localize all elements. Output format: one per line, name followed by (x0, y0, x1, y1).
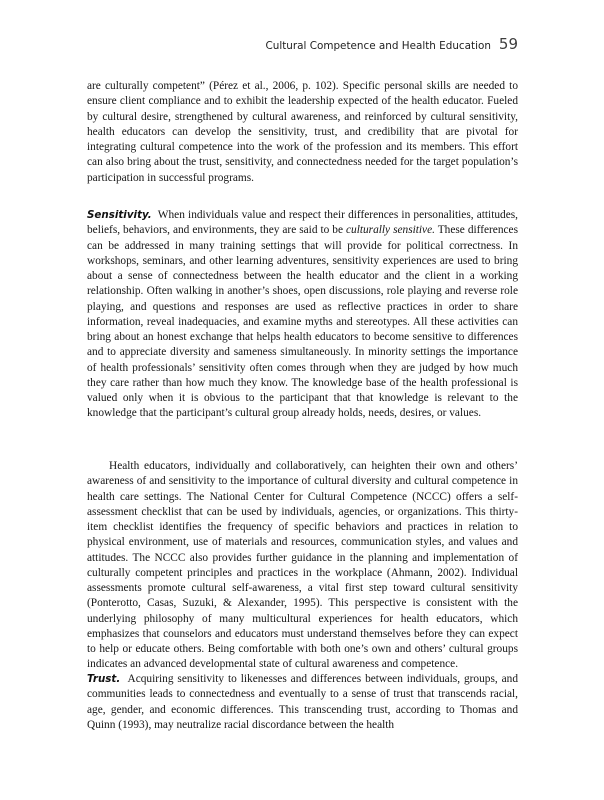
page-number: 59 (498, 35, 518, 53)
paragraph-text: Health educators, individually and collaboratively, can heighten their own and others’ awareness of and sensitivity to the importance of cultural diversity and cultural competence in health care settings. The National Center for Cultural Competence (NCCC) offers a self-assessment checklist that can be used by individuals, agencies, or organizations. This thirty-item checklist identifies the frequency of specific behaviors and practices in relation to physical environment, use of materials and resources, communication styles, and values and attitudes. The NCCC also provides further guidance in the planning and implementation of culturally competent principles and practices in the workplace (Ahmann, 2002). Individual assessments promote cultural self-awareness, a vital first step toward cultural sensitivity (Ponterotto, Casas, Suzuki, & Alexander, 1995). This perspective is consistent with the underlying philosophy of many multicultural experiences for health educators, which emphasizes that counselors and educators must understand themselves before they can expect to help or educate others. Being comfortable with both one’s own and others’ cultural groups indicates an advanced developmental state of cultural awareness and competence. (87, 460, 518, 671)
trust-section (87, 672, 518, 733)
paragraph-text: Acquiring sensitivity to likenesses and differences between individuals, groups, and communities leads to connectedness and eventually to a sense of trust that transcends racial, age, gender, and economic differences. This transcending trust, according to Thomas and Quinn (1993), may neutralize racial discordance between the health (87, 673, 519, 731)
section-heading-sensitivity: Sensitivity. (87, 209, 152, 221)
trust-paragraph (87, 672, 518, 733)
section-heading-trust: Trust. (87, 673, 121, 685)
body-paragraph-1 (87, 79, 518, 186)
paragraph-text: are culturally competent” (Pérez et al., 2006, p. 102). Specific personal skills are needed to ensure client compliance and to exhibit the leadership expected of the health educator. Fueled by cultural desire, strengthened by cultural awareness, and reinforced by cultural sensitivity, health educators can develop the sensitivity, trust, and credibility that are pivotal for integrating cultural competence into the work of the profession and its members. This effort can also bring about the trust, sensitivity, and connectedness needed for the target population’s participation in successful programs. (87, 80, 518, 184)
running-title: Cultural Competence and Health Education (265, 40, 491, 52)
paragraph-text: When individuals value and respect their differences in personalities, attitudes, beliefs, behaviors, and environments, they are said to be (87, 209, 518, 237)
body-paragraph-3 (87, 459, 518, 673)
sensitivity-paragraph (87, 208, 518, 422)
sensitivity-section (87, 208, 518, 422)
paragraph-text: These differences can be addressed in many training settings that will provide for political correctness. In workshops, seminars, and other learning adventures, sensitivity experiences are used to bring about a sense of connectedness between the health educator and the client in a working relationship. Often walking in another’s shoes, open discussions, role playing and reverse role playing, and questions and responses are used as reflective practices in order to share information, reveal inadequacies, and examine myths and stereotypes. All these activities can bring about an honest exchange that helps health educators to become sensitive to differences and to appreciate diversity and sameness simultaneously. In minority settings the importance of health professionals’ sensitivity often comes through when they are judged by how much they care rather than how much they know. The knowledge base of the health professional is valued only when it is obvious to the participant that that knowledge is relevant to the knowledge that the participant’s cultural group already holds, needs, desires, or values. (87, 224, 518, 420)
italic-term: culturally sensitive. (345, 224, 435, 237)
running-head (266, 35, 519, 53)
